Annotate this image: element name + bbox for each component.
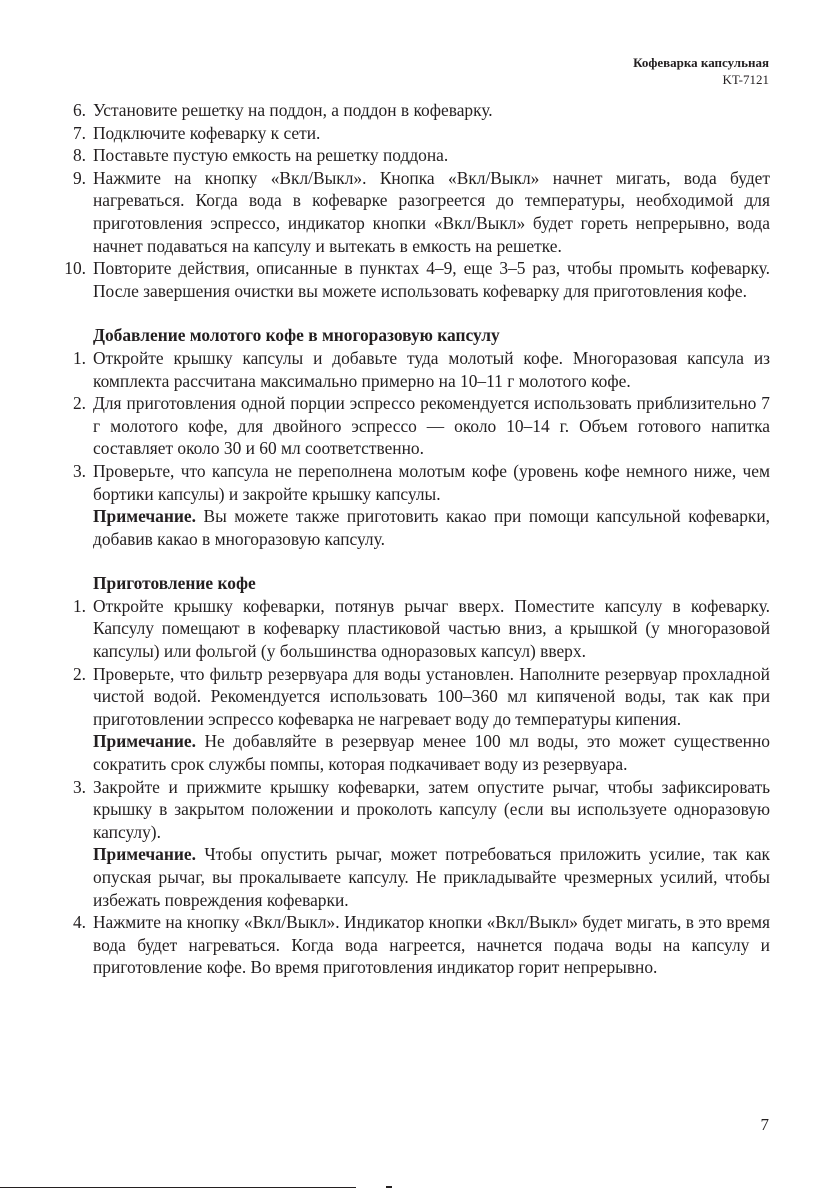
item-number: 10.	[64, 258, 86, 279]
list-item	[56, 167, 770, 257]
item-number: 2.	[72, 663, 86, 684]
header-title: Кофеварка капсульная	[633, 55, 769, 70]
list-item	[56, 776, 770, 844]
list-item	[56, 663, 770, 731]
header-model: KT-7121	[722, 72, 769, 87]
note-label: Примечание.	[93, 506, 196, 527]
note-text: Не добавляйте в резервуар менее 100 мл воды, это может существенно сократить срок службы помпы, которая подкачивает воду из резервуара.	[93, 731, 770, 775]
item-number: 4.	[72, 912, 86, 933]
item-text: Подключите кофеварку к сети.	[93, 122, 321, 143]
note	[56, 730, 770, 775]
list-item	[56, 595, 770, 663]
item-number: 9.	[72, 167, 86, 188]
list-item	[56, 122, 770, 145]
item-number: 1.	[72, 595, 86, 616]
list-item	[56, 392, 770, 460]
item-number: 3.	[72, 460, 86, 481]
list-item	[56, 911, 770, 979]
section-heading: Добавление молотого кофе в многоразовую капсулу	[93, 325, 500, 346]
list-item	[56, 99, 770, 122]
item-text: Нажмите на кнопку «Вкл/Выкл». Кнопка «Вкл/Выкл» начнет мигать, вода будет нагреваться. Когда вода в кофеварке разогреется до температуры, необходимой для приготовления эспрессо, индикатор кнопки «Вкл/Выкл» будет гореть непрерывно, вода начнет подаваться на капсулу и вытекать в емкость на решетке.	[93, 167, 770, 256]
item-number: 7.	[72, 122, 86, 143]
list-item	[56, 144, 770, 167]
item-number: 3.	[72, 776, 86, 797]
item-text: Установите решетку на поддон, а поддон в кофеварку.	[93, 100, 493, 120]
note-text: Вы можете также приготовить какао при помощи капсульной кофеварки, добавив какао в многоразовую капсулу.	[93, 506, 770, 549]
note-label: Примечание.	[93, 731, 196, 752]
page-number: 7	[760, 1115, 769, 1134]
item-text: Нажмите на кнопку «Вкл/Выкл». Индикатор кнопки «Вкл/Выкл» будет мигать, в это время вода будет нагреваться. Когда вода нагреется, начнется подача воды на капсулу и приготовление кофе. Во время приготовления индикатор горит непрерывно.	[93, 912, 770, 978]
item-number: 8.	[72, 145, 86, 166]
item-text: Поставьте пустую емкость на решетку поддона.	[93, 145, 449, 166]
list-item	[56, 347, 770, 392]
item-text: Проверьте, что капсула не переполнена молотым кофе (уровень кофе немного ниже, чем бортики капсулы) и закройте крышку капсулы.	[93, 460, 770, 504]
page-content	[56, 99, 770, 979]
item-text: Откройте крышку капсулы и добавьте туда молотый кофе. Многоразовая капсула из комплекта рассчитана максимально примерно на 10–11 г молотого кофе.	[93, 347, 770, 391]
note-text: Чтобы опустить рычаг, может потребоваться приложить усилие, так как опуская рычаг, вы прокалываете капсулу. Не прикладывайте чрезмерных усилий, чтобы избежать повреждения кофеварки.	[93, 844, 770, 910]
item-text: Повторите действия, описанные в пунктах 4–9, еще 3–5 раз, чтобы промыть кофеварку. После завершения очистки вы можете использовать кофеварку для приготовления кофе.	[93, 258, 770, 301]
section-heading: Приготовление кофе	[93, 573, 256, 594]
page-header	[633, 54, 769, 88]
item-number: 1.	[72, 347, 86, 368]
note	[56, 843, 770, 911]
footer-rule	[0, 1187, 356, 1188]
item-text: Проверьте, что фильтр резервуара для воды установлен. Наполните резервуар прохладной чистой водой. Рекомендуется использовать 100–360 мл кипяченой воды, так как при приготовлении эспрессо кофеварка не нагревает воду до температуры кипения.	[93, 663, 770, 729]
item-text: Для приготовления одной порции эспрессо рекомендуется использовать приблизительно 7 г молотого кофе, для двойного эспрессо — около 10–14 г. Объем готового напитка составляет около 30 и 60 мл соответственно.	[93, 393, 770, 459]
list-item	[56, 460, 770, 505]
list-item	[56, 257, 770, 302]
item-text: Закройте и прижмите крышку кофеварки, затем опустите рычаг, чтобы зафиксировать крышку в закрытом положении и проколоть капсулу (если вы используете одноразовую капсулу).	[93, 776, 770, 842]
item-number: 2.	[72, 393, 86, 414]
footer-mark	[386, 1186, 392, 1188]
item-number: 6.	[72, 100, 86, 120]
note-label: Примечание.	[93, 844, 196, 865]
item-text: Откройте крышку кофеварки, потянув рычаг вверх. Поместите капсулу в кофеварку. Капсулу помещают в кофеварку пластиковой частью вниз, а крышкой (у многоразовой капсулы) или фольгой (у большинства одноразовых капсул) вверх.	[93, 595, 770, 662]
note	[56, 505, 770, 550]
